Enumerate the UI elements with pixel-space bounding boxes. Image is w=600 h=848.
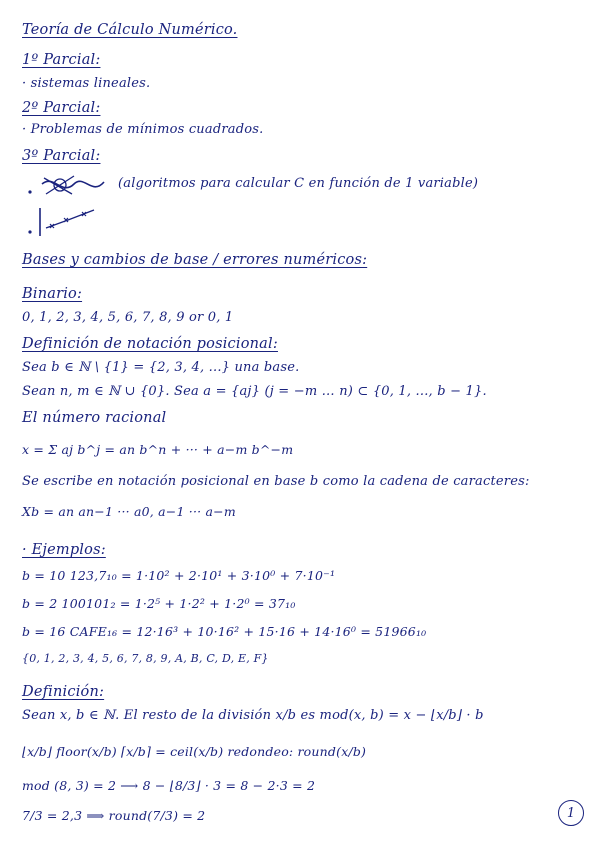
ejemplo-3: b = 16 CAFE₁₆ = 12·16³ + 10·16² + 15·16 + 14·16⁰ = 51966₁₀	[22, 624, 427, 639]
ejemplo-2: b = 2 100101₂ = 1·2⁵ + 1·2² + 1·2⁰ = 37₁₀	[22, 596, 296, 611]
parcial3-heading: 3º Parcial:	[22, 148, 101, 164]
def-notacion-line2: Sean n, m ∈ ℕ ∪ {0}. Sea a = {aj} (j = −m … n) ⊂ {0, 1, ..., b − 1}.	[22, 384, 487, 399]
binario-heading: Binario:	[22, 286, 83, 302]
page-number: 1	[558, 800, 584, 826]
def-notacion-line3: El número racional	[22, 410, 167, 426]
definicion-heading: Definición:	[22, 684, 105, 700]
definicion-line1: Sean x, b ∈ ℕ. El resto de la división x/b es mod(x, b) = x − ⌊x/b⌋ · b	[22, 708, 484, 723]
def-notacion-formula: x = Σ aj b^j = an b^n + ··· + a−m b^−m	[22, 442, 294, 457]
def-notacion-string: Xb = an an−1 ··· a0, a−1 ··· a−m	[22, 504, 236, 519]
definicion-line3: mod (8, 3) = 2 ⟶ 8 − ⌊8/3⌋ · 3 = 8 − 2·3 = 2	[22, 778, 316, 793]
binario-digits: 0, 1, 2, 3, 4, 5, 6, 7, 8, 9 or 0, 1	[22, 310, 234, 325]
definicion-line4: 7/3 = 2,3 ⟹ round(7/3) = 2	[22, 808, 206, 823]
ejemplos-heading: · Ejemplos:	[22, 542, 106, 558]
ejemplo-4: {0, 1, 2, 3, 4, 5, 6, 7, 8, 9, A, B, C, D, E, F}	[22, 652, 269, 665]
parcial1-heading: 1º Parcial:	[22, 52, 101, 68]
ejemplo-1: b = 10 123,7₁₀ = 1·10² + 2·10¹ + 3·10⁰ + 7·10⁻¹	[22, 568, 336, 583]
section-bases-heading: Bases y cambios de base / errores numéricos:	[22, 252, 368, 268]
parcial1-item: · sistemas lineales.	[22, 76, 151, 91]
def-notacion-line1: Sea b ∈ ℕ \ {1} = {2, 3, 4, ...} una base.	[22, 360, 300, 375]
parcial2-heading: 2º Parcial:	[22, 100, 101, 116]
page-title: Teoría de Cálculo Numérico.	[22, 22, 238, 38]
def-notacion-line5: Se escribe en notación posicional en base b como la cadena de caracteres:	[22, 474, 530, 489]
parcial3-item-text: (algoritmos para calcular C en función de 1 variable)	[118, 176, 479, 191]
graph-sketch-icon	[24, 204, 114, 238]
def-notacion-heading: Definición de notación posicional:	[22, 336, 278, 352]
parcial2-item: · Problemas de mínimos cuadrados.	[22, 122, 264, 137]
function-sketch-icon	[24, 170, 114, 200]
definicion-line2: ⌊x/b⌋ floor(x/b) ⌈x/b⌉ = ceil(x/b) redondeo: round(x/b)	[22, 744, 367, 759]
